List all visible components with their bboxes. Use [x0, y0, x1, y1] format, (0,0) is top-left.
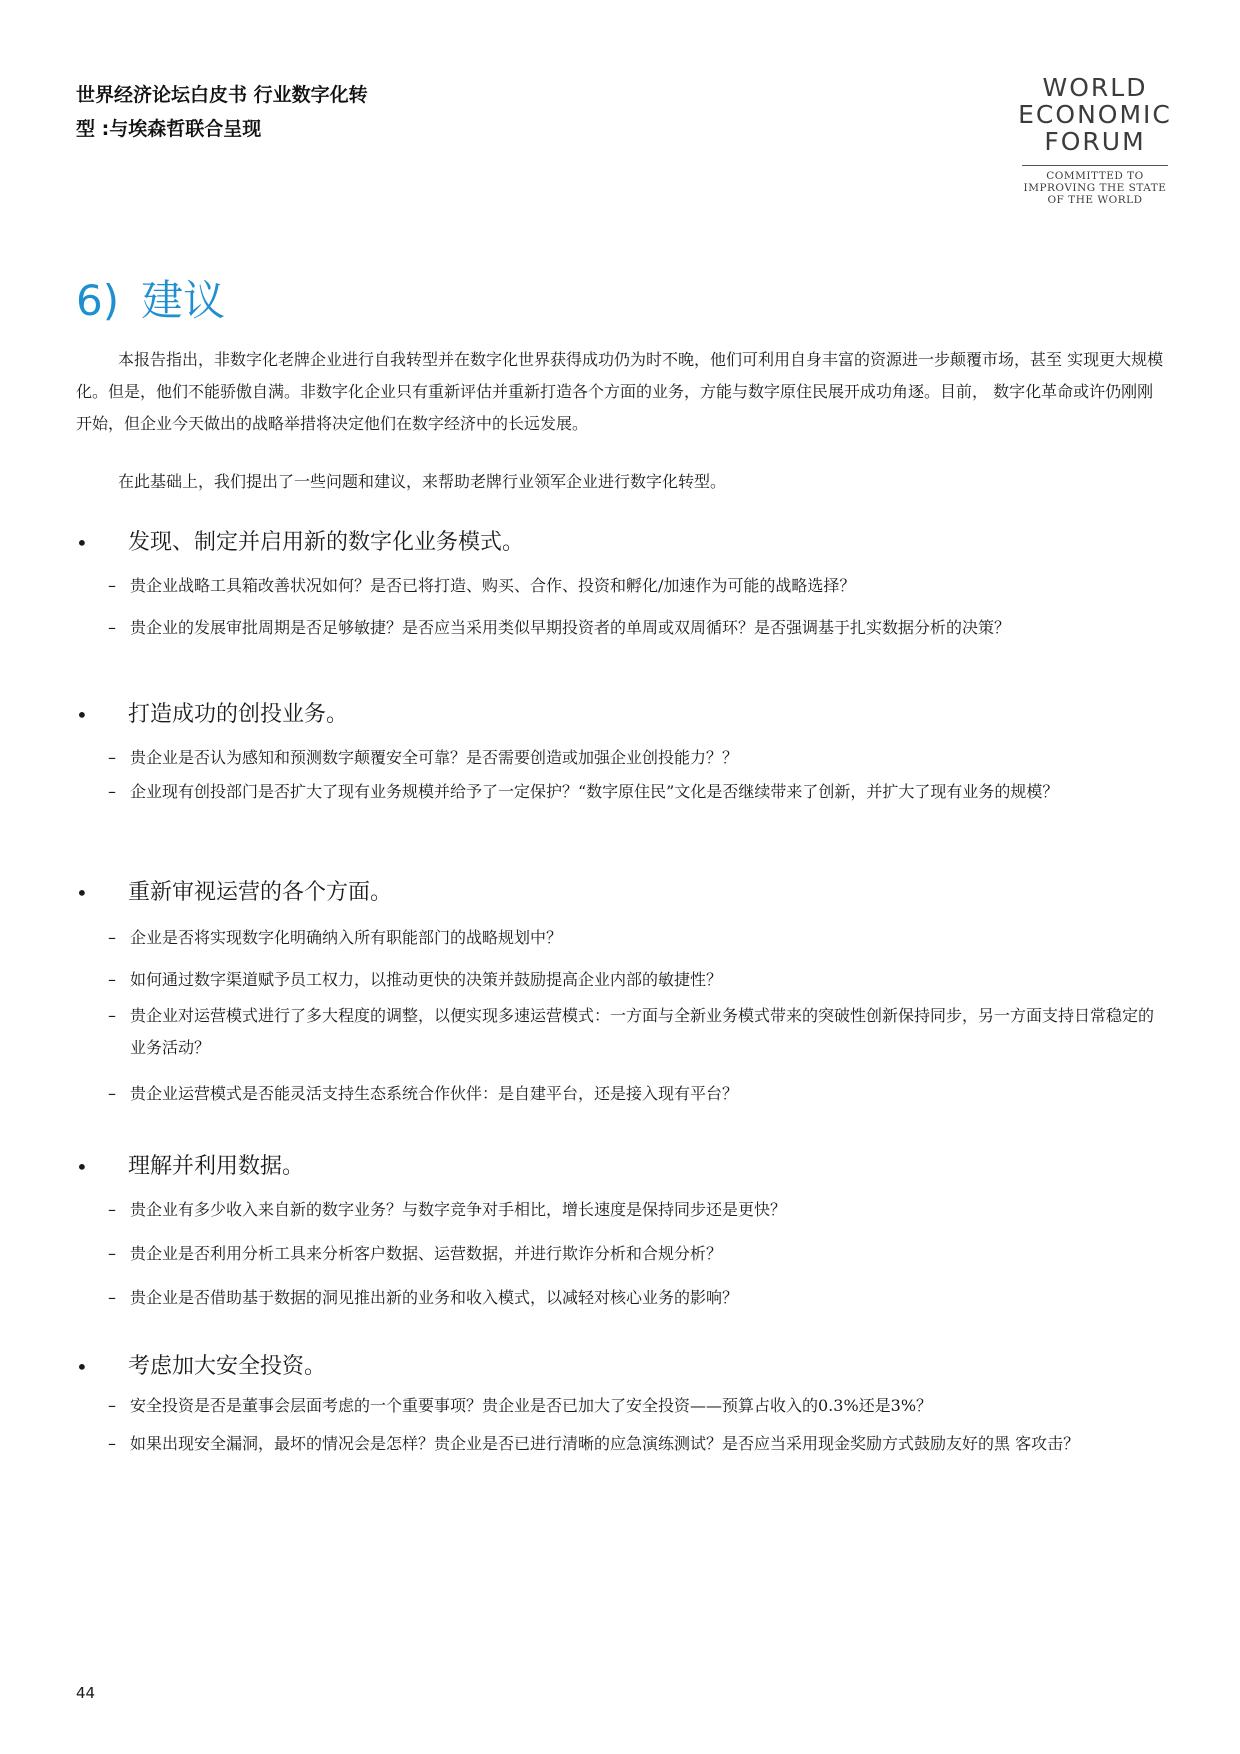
intro-paragraph-2	[76, 466, 1166, 498]
question-list	[76, 922, 1166, 1110]
question-item	[76, 1282, 1166, 1314]
question-text: 贵企业有多少收入来自新的数字业务？与数字竞争对手相比，增长速度是保持同步还是更快？	[130, 1200, 787, 1219]
logo-line-economic: ECONOMIC	[1018, 100, 1172, 129]
question-text: 如果出现安全漏洞，最坏的情况会是怎样？贵企业是否已进行清晰的应急演练测试？是否应当采用现金奖励方式鼓励友好的黑 客攻击？	[130, 1434, 1080, 1453]
question-text: 安全投资是否是董事会层面考虑的一个重要事项？贵企业是否已加大了安全投资——预算占收入的0.3%还是3%？	[130, 1396, 933, 1415]
page-number: 44	[76, 1684, 96, 1702]
topic-heading	[76, 1152, 1166, 1182]
bullet-icon: •	[76, 1355, 88, 1379]
question-list	[76, 742, 1166, 808]
question-list	[76, 1194, 1166, 1314]
topic-heading	[76, 700, 1166, 730]
logo-tagline-3: OF THE WORLD	[1047, 194, 1143, 206]
bullet-icon: •	[76, 703, 88, 727]
section-number: 6)	[76, 276, 120, 325]
bullet-icon: •	[76, 881, 88, 905]
question-text: 贵企业是否认为感知和预测数字颠覆安全可靠？是否需要创造或加强企业创投能力？？	[130, 748, 739, 767]
topic-heading-text: 打造成功的创投业务。	[128, 702, 349, 727]
dash-icon: –	[108, 928, 116, 947]
dash-icon: –	[108, 576, 116, 595]
topic-heading-text: 发现、制定并启用新的数字化业务模式。	[128, 530, 525, 555]
logo-line-forum: FORUM	[1044, 127, 1146, 156]
dash-icon: –	[108, 1084, 116, 1103]
dash-icon: –	[108, 1200, 116, 1219]
question-item	[76, 1078, 1166, 1110]
dash-icon: –	[108, 1244, 116, 1263]
topic-heading-text: 重新审视运营的各个方面。	[128, 880, 393, 905]
question-item	[76, 1194, 1166, 1226]
dash-icon: –	[108, 1396, 116, 1415]
dash-icon: –	[108, 782, 116, 801]
bullet-icon: •	[76, 531, 88, 555]
dash-icon: –	[108, 970, 116, 989]
question-item	[76, 570, 1166, 602]
question-item	[76, 1000, 1166, 1064]
intro-paragraph-1	[76, 344, 1166, 440]
question-item	[76, 1238, 1166, 1270]
topic-section	[76, 528, 1166, 644]
document-header-title	[76, 78, 416, 146]
logo-tagline-1: COMMITTED TO	[1046, 170, 1144, 182]
topic-heading-text: 理解并利用数据。	[128, 1154, 305, 1179]
dash-icon: –	[108, 1006, 116, 1025]
intro-paragraph-2-text: 在此基础上，我们提出了一些问题和建议，来帮助老牌行业领军企业进行数字化转型。	[118, 472, 727, 491]
question-item	[76, 1390, 1166, 1422]
dash-icon: –	[108, 1288, 116, 1307]
topic-heading-text: 考虑加大安全投资。	[128, 1354, 327, 1379]
question-item	[76, 922, 1166, 954]
topic-heading	[76, 878, 1166, 908]
topic-heading	[76, 528, 1166, 558]
question-item	[76, 612, 1166, 644]
logo-line-world: WORLD	[1042, 73, 1148, 102]
question-text: 贵企业的发展审批周期是否足够敏捷？是否应当采用类似早期投资者的单周或双周循环？是否强调基于扎实数据分析的决策？	[130, 618, 1011, 637]
logo-divider	[1022, 165, 1168, 166]
dash-icon: –	[108, 748, 116, 767]
question-text: 企业现有创投部门是否扩大了现有业务规模并给予了一定保护？“数字原住民”文化是否继续带来了创新，并扩大了现有业务的规模？	[130, 782, 1059, 801]
dash-icon: –	[108, 1434, 116, 1453]
dash-icon: –	[108, 618, 116, 637]
logo-tagline-2: IMPROVING THE STATE	[1023, 182, 1167, 194]
section-title: 建议	[141, 276, 226, 325]
topic-heading	[76, 1352, 1166, 1382]
bullet-icon: •	[76, 1155, 88, 1179]
question-text: 贵企业战略工具箱改善状况如何？是否已将打造、购买、合作、投资和孵化/加速作为可能的战略选择？	[130, 576, 856, 595]
question-item	[76, 964, 1166, 996]
question-text: 企业是否将实现数字化明确纳入所有职能部门的战略规划中？	[130, 928, 563, 947]
question-item	[76, 1428, 1166, 1460]
intro-paragraph-1-text: 本报告指出，非数字化老牌企业进行自我转型并在数字化世界获得成功仍为时不晚，他们可利用自身丰富的资源进一步颠覆市场，甚至 实现更大规模化。但是，他们不能骄傲自满。非数字化企业只有重新评估并重新打造各个方面的业务，方能与数字原住民展开成功角逐。目前， 数字化革命或许仍刚刚开始，但企业今天做出的战略举措将决定他们在数字经济中的长远发展。	[76, 350, 1164, 433]
question-list	[76, 570, 1166, 644]
question-item	[76, 742, 1166, 774]
question-text: 贵企业是否利用分析工具来分析客户数据、运营数据，并进行欺诈分析和合规分析？	[130, 1244, 723, 1263]
section-heading	[76, 274, 225, 328]
question-item	[76, 776, 1166, 808]
topic-section	[76, 700, 1166, 808]
wef-logo	[1010, 74, 1180, 206]
header-title-line-1: 世界经济论坛白皮书 行业数字化转	[76, 84, 368, 106]
topic-section	[76, 1352, 1166, 1460]
topic-section	[76, 1152, 1166, 1314]
question-text: 贵企业对运营模式进行了多大程度的调整，以便实现多速运营模式：一方面与全新业务模式带来的突破性创新保持同步，另一方面支持日常稳定的业务活动？	[130, 1006, 1155, 1057]
question-text: 如何通过数字渠道赋予员工权力，以推动更快的决策并鼓励提高企业内部的敏捷性？	[130, 970, 723, 989]
header-title-line-2: 型 :与埃森哲联合呈现	[76, 118, 262, 140]
question-text: 贵企业是否借助基于数据的洞见推出新的业务和收入模式，以减轻对核心业务的影响？	[130, 1288, 739, 1307]
question-text: 贵企业运营模式是否能灵活支持生态系统合作伙伴：是自建平台，还是接入现有平台？	[130, 1084, 739, 1103]
topic-section	[76, 878, 1166, 1110]
question-list	[76, 1390, 1166, 1460]
